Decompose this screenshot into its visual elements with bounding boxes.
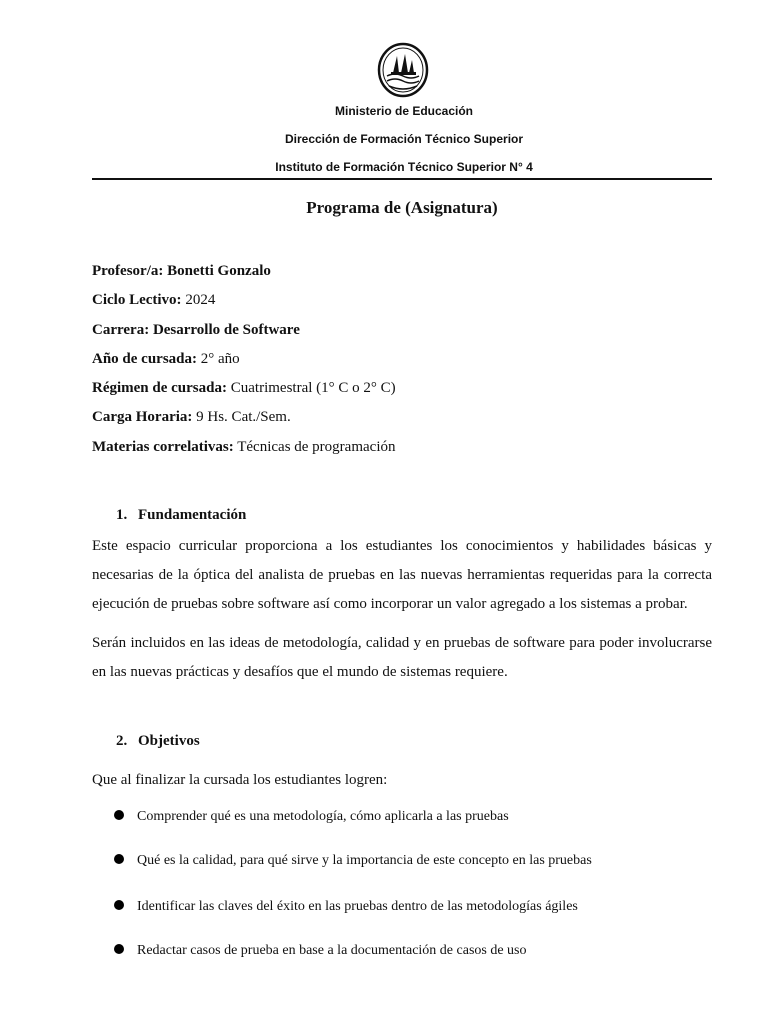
- objetivos-intro: Que al finalizar la cursada los estudiantes logren:: [92, 772, 388, 788]
- meta-course-year: Año de cursada: 2° año: [92, 351, 240, 367]
- direction-heading: Dirección de Formación Técnico Superior: [284, 132, 524, 146]
- list-item: Identificar las claves del éxito en las pruebas dentro de las metodologías ágiles: [114, 899, 578, 915]
- meta-hours: Carga Horaria: 9 Hs. Cat./Sem.: [92, 409, 291, 425]
- section-heading-fundamentacion: 1. Fundamentación: [116, 507, 247, 523]
- bullet-icon: [114, 854, 124, 864]
- list-item: Comprender qué es una metodología, cómo aplicarla a las pruebas: [114, 809, 509, 825]
- bullet-icon: [114, 944, 124, 954]
- provincial-seal-icon: [375, 42, 431, 98]
- list-item: Qué es la calidad, para qué sirve y la importancia de este concepto en las pruebas: [114, 853, 592, 869]
- meta-career: Carrera: Desarrollo de Software: [92, 322, 300, 338]
- fundamentacion-paragraph-1: Este espacio curricular proporciona a los estudiantes los conocimientos y habilidades básicas y necesarias de la óptica del analista de pruebas en las nuevas herramientas requeridas para la correcta ejecución de pruebas sobre software así como incorporar un valor agregado a los sistemas a probar.: [92, 538, 712, 612]
- fundamentacion-paragraph-2: Serán incluidos en las ideas de metodología, calidad y en pruebas de software para poder involucrarse en las nuevas prácticas y desafíos que el mundo de sistemas requiere.: [92, 635, 712, 680]
- institute-heading: Instituto de Formación Técnico Superior N° 4: [275, 160, 533, 174]
- header-divider: [92, 178, 712, 180]
- bullet-icon: [114, 900, 124, 910]
- ministry-heading: Ministerio de Educación: [334, 104, 474, 118]
- meta-school-year: Ciclo Lectivo: 2024: [92, 292, 216, 308]
- meta-regime: Régimen de cursada: Cuatrimestral (1° C o 2° C): [92, 380, 396, 396]
- document-title: Programa de (Asignatura): [306, 198, 498, 217]
- section-heading-objetivos: 2. Objetivos: [116, 733, 200, 749]
- bullet-icon: [114, 810, 124, 820]
- meta-correlatives: Materias correlativas: Técnicas de programación: [92, 439, 396, 455]
- meta-professor: Profesor/a: Bonetti Gonzalo: [92, 263, 271, 279]
- list-item: Redactar casos de prueba en base a la documentación de casos de uso: [114, 943, 527, 959]
